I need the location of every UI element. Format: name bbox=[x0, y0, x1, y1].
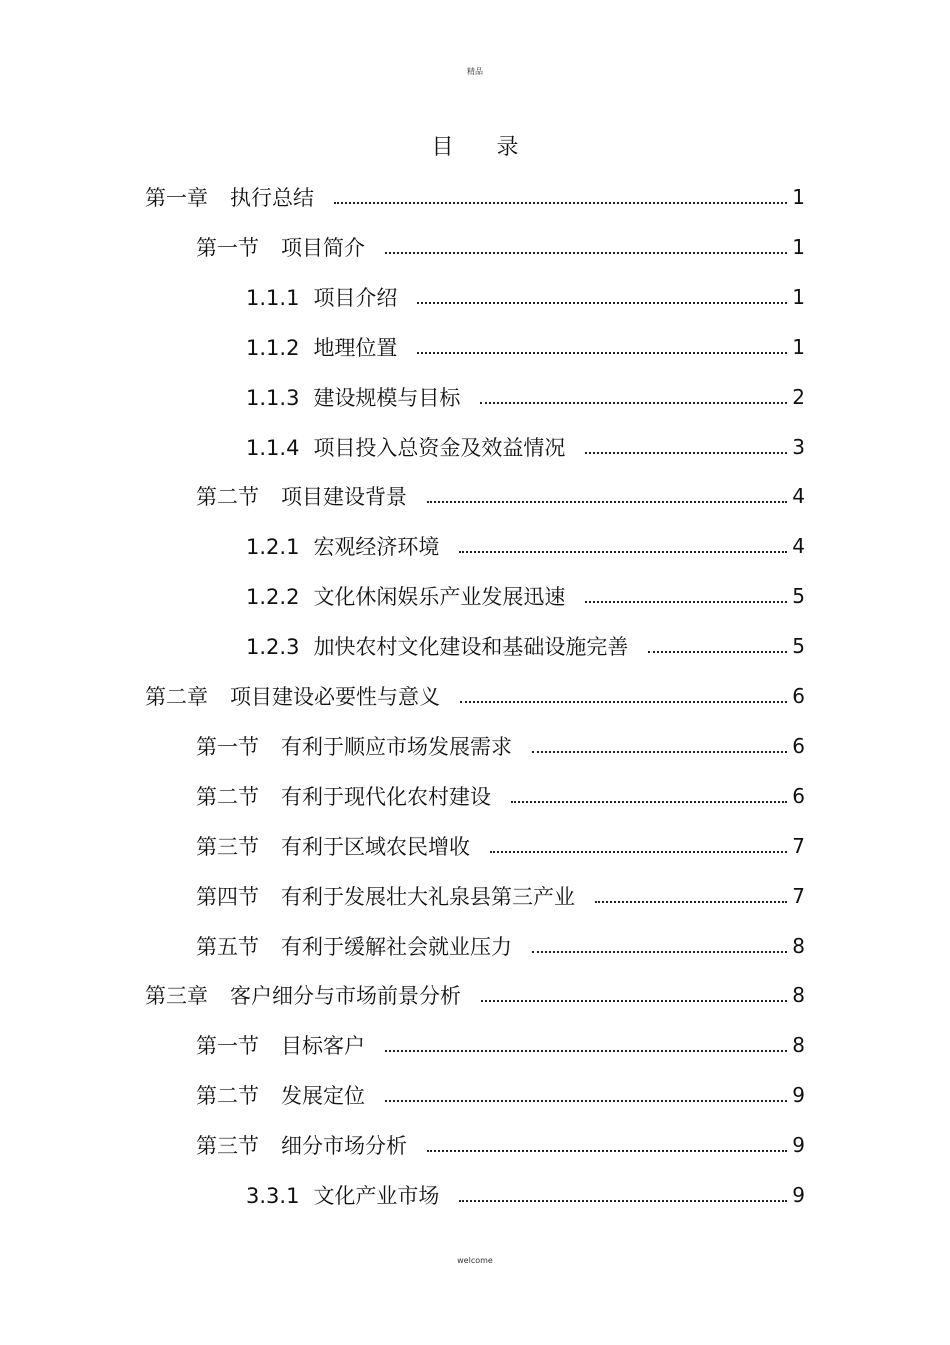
toc-entry-page-number: 9 bbox=[792, 1183, 805, 1207]
toc-entry-label bbox=[145, 980, 461, 1010]
toc-dot-leader bbox=[460, 701, 787, 703]
toc-entry-label bbox=[196, 831, 470, 861]
toc-entry-label bbox=[196, 1030, 365, 1060]
toc-entry-number: 第三章 bbox=[145, 984, 208, 1009]
toc-entry-label bbox=[246, 432, 565, 462]
toc-dot-leader bbox=[385, 252, 787, 254]
toc-entry-page-number: 9 bbox=[792, 1133, 805, 1158]
toc-entry-number: 第三节 bbox=[196, 1134, 259, 1159]
toc-entry-number: 1.1.3 bbox=[246, 385, 300, 410]
toc-entry-title: 项目介绍 bbox=[313, 285, 398, 310]
toc-entry-label bbox=[196, 232, 365, 262]
toc-entry[interactable] bbox=[246, 621, 805, 671]
toc-dot-leader bbox=[532, 951, 787, 953]
toc-entry-page-number: 1 bbox=[792, 284, 805, 309]
toc-entry-page-number: 1 bbox=[792, 234, 805, 259]
toc-entry[interactable] bbox=[196, 871, 805, 921]
toc-entry[interactable] bbox=[196, 1070, 805, 1120]
toc-entry[interactable] bbox=[246, 1170, 805, 1220]
toc-dot-leader bbox=[585, 452, 787, 454]
toc-entry-title: 有利于缓解社会就业压力 bbox=[281, 934, 512, 959]
toc-dot-leader bbox=[585, 601, 787, 603]
toc-entry-title: 项目简介 bbox=[281, 235, 365, 260]
toc-entry-number: 第二节 bbox=[196, 784, 259, 809]
toc-entry-label bbox=[246, 581, 565, 611]
toc-entry-title: 发展定位 bbox=[281, 1084, 365, 1109]
toc-entry-title: 项目投入总资金及效益情况 bbox=[313, 435, 566, 460]
toc-entry-page-number: 6 bbox=[792, 783, 805, 808]
toc-dot-leader bbox=[490, 851, 787, 853]
toc-entry[interactable] bbox=[196, 921, 805, 971]
toc-entry[interactable] bbox=[246, 521, 805, 571]
toc-entry[interactable] bbox=[246, 571, 805, 621]
toc-entry-label bbox=[196, 931, 512, 961]
toc-dot-leader bbox=[595, 901, 787, 903]
toc-entry-label bbox=[246, 531, 439, 561]
toc-entry-number: 3.3.1 bbox=[246, 1184, 300, 1208]
toc-entry-number: 第二章 bbox=[145, 685, 208, 709]
toc-entry[interactable] bbox=[246, 322, 805, 372]
toc-entry[interactable] bbox=[196, 1120, 805, 1170]
toc-entry-number: 第五节 bbox=[196, 934, 259, 959]
toc-entry-page-number: 8 bbox=[792, 1033, 805, 1058]
toc-dot-leader bbox=[480, 402, 787, 404]
toc-entry-label bbox=[246, 1180, 439, 1210]
toc-entry-number: 1.2.2 bbox=[246, 585, 300, 610]
toc-entry-label bbox=[196, 881, 575, 911]
toc-title: 目 录 bbox=[431, 135, 537, 160]
toc-entry-title: 文化休闲娱乐产业发展迅速 bbox=[313, 585, 566, 610]
toc-entry-number: 第一节 bbox=[196, 235, 259, 260]
toc-entry-page-number: 5 bbox=[792, 584, 805, 609]
toc-entry-page-number: 4 bbox=[792, 534, 805, 559]
toc-entry-page-number: 7 bbox=[792, 833, 805, 858]
toc-entry-title: 文化产业市场 bbox=[313, 1184, 440, 1208]
toc-dot-leader bbox=[481, 1000, 787, 1002]
toc-entry[interactable] bbox=[196, 471, 805, 521]
toc-entry-label bbox=[196, 481, 407, 511]
toc-entry-label bbox=[246, 332, 397, 362]
toc-entry[interactable] bbox=[196, 1020, 805, 1070]
toc-entry-title: 客户细分与市场前景分析 bbox=[230, 984, 461, 1009]
toc-entry-number: 1.2.3 bbox=[246, 635, 300, 660]
toc-entry-page-number: 6 bbox=[792, 733, 805, 758]
toc-entry-number: 第四节 bbox=[196, 884, 259, 909]
toc-dot-leader bbox=[385, 1100, 787, 1102]
toc-entry-title: 项目建设必要性与意义 bbox=[230, 685, 440, 709]
toc-entry-title: 地理位置 bbox=[313, 335, 398, 360]
toc-dot-leader bbox=[459, 1200, 787, 1202]
toc-dot-leader bbox=[417, 352, 787, 354]
page-header-mark: 精品 bbox=[467, 67, 483, 76]
toc-dot-leader bbox=[417, 302, 787, 304]
toc-entry[interactable] bbox=[196, 222, 805, 272]
toc-entry-number: 第一节 bbox=[196, 1034, 259, 1059]
toc-entry-label bbox=[246, 631, 628, 661]
toc-entry[interactable] bbox=[196, 821, 805, 871]
toc-entry-number: 1.1.1 bbox=[246, 285, 300, 310]
toc-entry-page-number: 1 bbox=[792, 185, 805, 209]
toc-entry-page-number: 8 bbox=[792, 983, 805, 1008]
toc-entry[interactable] bbox=[145, 970, 805, 1020]
toc-entry-title: 有利于区域农民增收 bbox=[281, 834, 470, 859]
toc-entry-number: 1.1.4 bbox=[246, 435, 300, 460]
toc-entry-page-number: 2 bbox=[792, 384, 805, 409]
toc-entry-title: 细分市场分析 bbox=[281, 1134, 407, 1159]
toc-dot-leader bbox=[532, 751, 787, 753]
toc-entry-page-number: 7 bbox=[792, 883, 805, 908]
toc-entry-title: 项目建设背景 bbox=[281, 485, 407, 510]
toc-entry-page-number: 6 bbox=[792, 684, 805, 708]
toc-entry-title: 有利于现代化农村建设 bbox=[281, 784, 491, 809]
toc-entry-number: 1.1.2 bbox=[246, 335, 300, 360]
toc-dot-leader bbox=[427, 1150, 787, 1152]
toc-entry-number: 第二节 bbox=[196, 1084, 259, 1109]
toc-entry-page-number: 3 bbox=[792, 434, 805, 459]
toc-entry[interactable] bbox=[246, 372, 805, 422]
toc-entry-label bbox=[196, 731, 512, 761]
toc-entry-title: 宏观经济环境 bbox=[313, 535, 440, 560]
toc-entry-label bbox=[246, 382, 460, 412]
toc-entry-number: 第一章 bbox=[145, 186, 208, 210]
toc-dot-leader bbox=[334, 202, 787, 204]
toc-entry-page-number: 4 bbox=[792, 484, 805, 509]
toc-entry[interactable] bbox=[145, 172, 805, 222]
toc-dot-leader bbox=[385, 1050, 787, 1052]
toc-entry-label bbox=[145, 681, 440, 711]
toc-entry-number: 第二节 bbox=[196, 485, 259, 510]
toc-entry-page-number: 1 bbox=[792, 334, 805, 359]
toc-entry-page-number: 5 bbox=[792, 634, 805, 659]
toc-entry-label bbox=[196, 1080, 365, 1110]
toc-entry-number: 1.2.1 bbox=[246, 535, 300, 560]
toc-entry[interactable] bbox=[145, 671, 805, 721]
toc-entry-title: 有利于发展壮大礼泉县第三产业 bbox=[281, 884, 575, 909]
toc-entry[interactable] bbox=[196, 771, 805, 821]
toc-entry[interactable] bbox=[246, 272, 805, 322]
page-footer-mark: welcome bbox=[457, 1256, 493, 1265]
toc-entry-title: 执行总结 bbox=[230, 186, 314, 210]
toc-entry[interactable] bbox=[246, 422, 805, 472]
toc-dot-leader bbox=[648, 651, 787, 653]
toc-entry-label bbox=[196, 781, 491, 811]
toc-entry-title: 建设规模与目标 bbox=[313, 385, 461, 410]
toc-dot-leader bbox=[459, 551, 787, 553]
toc-entry-title: 有利于顺应市场发展需求 bbox=[281, 734, 512, 759]
toc-entry-page-number: 8 bbox=[792, 933, 805, 958]
toc-entry[interactable] bbox=[196, 721, 805, 771]
toc-entry-label bbox=[145, 182, 314, 212]
toc-entry-title: 目标客户 bbox=[281, 1034, 365, 1059]
toc-dot-leader bbox=[511, 801, 787, 803]
toc-entry-page-number: 9 bbox=[792, 1083, 805, 1108]
toc-entry-label bbox=[246, 282, 397, 312]
toc-entry-number: 第三节 bbox=[196, 834, 259, 859]
toc-dot-leader bbox=[427, 501, 787, 503]
toc-entry-label bbox=[196, 1130, 407, 1160]
toc-entry-title: 加快农村文化建设和基础设施完善 bbox=[313, 635, 629, 660]
toc-entry-number: 第一节 bbox=[196, 734, 259, 759]
